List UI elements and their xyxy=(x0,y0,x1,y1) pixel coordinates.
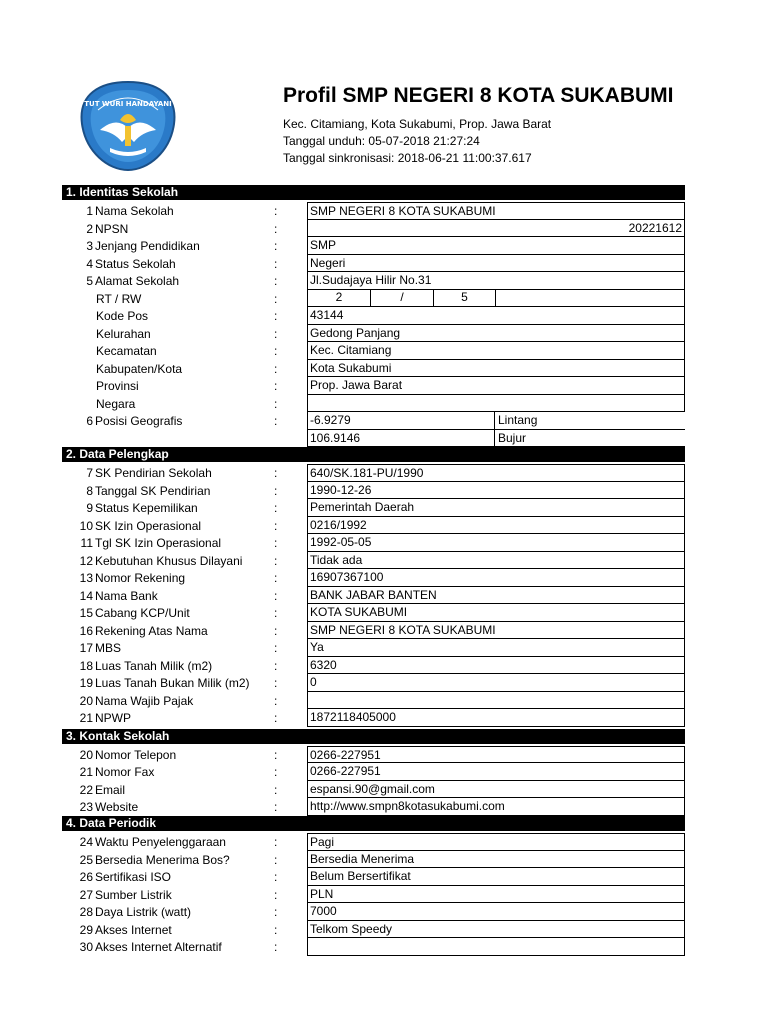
table-row xyxy=(62,903,685,921)
download-date: Tanggal unduh: 05-07-2018 21:27:24 xyxy=(283,134,480,148)
table-row xyxy=(62,587,685,605)
table-row xyxy=(62,938,685,956)
row-value: Prop. Jawa Barat xyxy=(310,378,403,392)
row-number: 17 xyxy=(79,641,93,655)
colon: : xyxy=(274,571,278,585)
row-number: 27 xyxy=(79,887,93,902)
row-number: 18 xyxy=(79,658,93,673)
row-label: Sumber Listrik xyxy=(95,887,172,902)
row-label: Nomor Telepon xyxy=(95,747,177,762)
row-value: Negeri xyxy=(310,255,346,270)
svg-text:TUT WURI HANDAYANI: TUT WURI HANDAYANI xyxy=(84,100,172,108)
tut-wuri-handayani-logo xyxy=(76,80,180,172)
value-box xyxy=(307,639,685,657)
row-number: 3 xyxy=(86,239,93,253)
row-number: 22 xyxy=(79,782,93,797)
table-row xyxy=(62,886,685,904)
row-label: RT / RW xyxy=(96,291,142,306)
colon: : xyxy=(274,239,278,253)
row-value: Telkom Speedy xyxy=(310,921,393,936)
colon: : xyxy=(274,536,278,550)
value-box xyxy=(307,220,685,238)
row-label: Kecamatan xyxy=(96,344,157,358)
value-box xyxy=(307,237,685,255)
value-box xyxy=(307,395,685,413)
colon: : xyxy=(274,782,278,797)
row-number: 4 xyxy=(86,256,93,271)
value-box xyxy=(307,255,685,273)
row-label: NPSN xyxy=(95,221,129,236)
colon: : xyxy=(274,483,278,498)
row-value: SMP xyxy=(310,238,337,252)
colon: : xyxy=(274,291,278,306)
row-kelurahan xyxy=(62,325,685,343)
colon: : xyxy=(274,606,278,620)
row-value: 1992-05-05 xyxy=(310,535,372,549)
value-box xyxy=(307,709,685,727)
row-label: Website xyxy=(95,800,139,814)
lintang-label: Lintang xyxy=(498,413,538,427)
row-label: Kabupaten/Kota xyxy=(96,361,183,376)
row-value: 6320 xyxy=(310,657,337,672)
row-nama-sekolah xyxy=(62,202,685,220)
school-address: Kec. Citamiang, Kota Sukabumi, Prop. Jawa Barat xyxy=(283,117,552,131)
row-value: Bersedia Menerima xyxy=(310,851,415,866)
section-identitas-sekolah: 1. Identitas Sekolah xyxy=(62,185,685,200)
row-number: 20 xyxy=(79,693,93,708)
table-row xyxy=(62,833,685,851)
row-value: 7000 xyxy=(310,904,337,918)
row-posisi-bujur xyxy=(62,430,685,448)
row-label: Jenjang Pendidikan xyxy=(95,239,200,253)
row-jenjang xyxy=(62,237,685,255)
row-number: 29 xyxy=(79,922,93,937)
row-value: 16907367100 xyxy=(310,570,384,584)
row-rt-rw xyxy=(62,290,685,308)
colon: : xyxy=(274,204,278,218)
row-number: 2 xyxy=(86,221,93,236)
row-label: NPWP xyxy=(95,711,131,725)
bujur-cell xyxy=(308,430,495,447)
row-value: 0 xyxy=(310,675,317,689)
table-row xyxy=(62,464,685,482)
row-number: 12 xyxy=(79,553,93,568)
value-box xyxy=(307,430,685,448)
colon: : xyxy=(274,256,278,271)
row-value: BANK JABAR BANTEN xyxy=(310,587,437,602)
value-box xyxy=(307,377,685,395)
row-label: Posisi Geografis xyxy=(95,414,183,428)
row-value: Pemerintah Daerah xyxy=(310,500,415,514)
row-number: 16 xyxy=(79,623,93,638)
bujur-label: Bujur xyxy=(498,430,527,445)
row-number: 8 xyxy=(86,483,93,498)
row-number: 7 xyxy=(86,466,93,480)
value-box xyxy=(307,868,685,886)
row-label: Luas Tanah Bukan Milik (m2) xyxy=(95,676,250,690)
value-box xyxy=(307,499,685,517)
value-box xyxy=(307,781,685,799)
row-number: 23 xyxy=(79,800,93,814)
row-label: Sertifikasi ISO xyxy=(95,870,172,884)
row-number: 1 xyxy=(86,204,93,218)
row-value: Ya xyxy=(310,640,324,654)
row-label: Kelurahan xyxy=(96,326,151,341)
row-negara xyxy=(62,395,685,413)
row-label: Status Sekolah xyxy=(95,256,176,271)
table-row xyxy=(62,798,685,816)
row-label: Daya Listrik (watt) xyxy=(95,905,192,919)
row-label: Akses Internet xyxy=(95,922,172,937)
value-box xyxy=(307,342,685,360)
colon: : xyxy=(274,274,278,288)
value-box xyxy=(307,272,685,290)
value-box xyxy=(307,622,685,640)
table-row xyxy=(62,482,685,500)
row-value: 20221612 xyxy=(628,220,682,235)
row-value: Gedong Panjang xyxy=(310,325,401,340)
colon: : xyxy=(274,344,278,358)
value-box xyxy=(307,569,685,587)
colon: : xyxy=(274,501,278,515)
row-npsn xyxy=(62,220,685,238)
row-number: 21 xyxy=(79,765,93,779)
row-number: 28 xyxy=(79,905,93,919)
row-label: Nama Bank xyxy=(95,588,158,603)
row-value: Tidak ada xyxy=(310,552,363,567)
colon: : xyxy=(274,553,278,568)
row-number: 15 xyxy=(79,606,93,620)
value-box xyxy=(307,674,685,692)
colon: : xyxy=(274,835,278,849)
value-box xyxy=(307,325,685,343)
value-box xyxy=(307,903,685,921)
colon: : xyxy=(274,309,278,323)
section-data-pelengkap: 2. Data Pelengkap xyxy=(62,447,685,462)
row-number: 20 xyxy=(79,747,93,762)
row-value: Belum Bersertifikat xyxy=(310,869,411,883)
value-box xyxy=(307,587,685,605)
row-label: Provinsi xyxy=(96,379,139,393)
value-box xyxy=(307,692,685,710)
value-box xyxy=(307,534,685,552)
table-row xyxy=(62,763,685,781)
colon: : xyxy=(274,940,278,954)
colon: : xyxy=(274,922,278,937)
value-box xyxy=(307,307,685,325)
colon: : xyxy=(274,765,278,779)
value-box xyxy=(307,851,685,869)
colon: : xyxy=(274,870,278,884)
row-value: 43144 xyxy=(310,308,344,322)
table-row xyxy=(62,622,685,640)
row-value: Kota Sukabumi xyxy=(310,360,392,375)
row-label: SK Izin Operasional xyxy=(95,518,202,533)
row-number: 21 xyxy=(79,711,93,725)
row-number: 30 xyxy=(79,940,93,954)
lintang-cell xyxy=(308,412,495,429)
row-value: 0216/1992 xyxy=(310,517,367,532)
row-value: Jl.Sudajaya Hilir No.31 xyxy=(310,273,432,287)
row-label: Nomor Fax xyxy=(95,765,155,779)
value-box xyxy=(307,833,685,851)
row-label: Cabang KCP/Unit xyxy=(95,606,190,620)
row-label: Bersedia Menerima Bos? xyxy=(95,852,230,867)
table-row xyxy=(62,534,685,552)
row-number: 13 xyxy=(79,571,93,585)
table-row xyxy=(62,781,685,799)
page-title: Profil SMP NEGERI 8 KOTA SUKABUMI xyxy=(283,84,674,107)
colon: : xyxy=(274,800,278,814)
value-box xyxy=(307,604,685,622)
table-row xyxy=(62,674,685,692)
rt-cell xyxy=(308,290,371,307)
row-label: Status Kepemilikan xyxy=(95,501,198,515)
colon: : xyxy=(274,518,278,533)
colon: : xyxy=(274,852,278,867)
value-box xyxy=(307,657,685,675)
row-label: Email xyxy=(95,782,126,797)
value-box xyxy=(307,202,685,220)
value-box xyxy=(307,746,685,764)
row-number: 26 xyxy=(79,870,93,884)
row-number: 9 xyxy=(86,501,93,515)
colon: : xyxy=(274,326,278,341)
row-label: Tanggal SK Pendirian xyxy=(95,483,211,498)
rt-rw-separator: / xyxy=(400,289,404,304)
colon: : xyxy=(274,379,278,393)
row-value: 1872118405000 xyxy=(310,710,396,724)
row-label: Alamat Sekolah xyxy=(95,274,180,288)
colon: : xyxy=(274,396,278,411)
value-box xyxy=(307,464,685,482)
colon: : xyxy=(274,466,278,480)
value-box xyxy=(307,552,685,570)
table-row xyxy=(62,868,685,886)
value-box xyxy=(307,412,685,430)
table-row xyxy=(62,746,685,764)
colon: : xyxy=(274,905,278,919)
row-kabupaten xyxy=(62,360,685,378)
value-box xyxy=(307,482,685,500)
colon: : xyxy=(274,414,278,428)
colon: : xyxy=(274,693,278,708)
row-label: Nama Wajib Pajak xyxy=(95,693,194,708)
row-label: Nomor Rekening xyxy=(95,571,186,585)
colon: : xyxy=(274,711,278,725)
table-row xyxy=(62,709,685,727)
row-number: 14 xyxy=(79,588,93,603)
row-label: Luas Tanah Milik (m2) xyxy=(95,658,213,673)
lintang-value: -6.9279 xyxy=(310,413,351,427)
row-value: PLN xyxy=(310,886,334,901)
table-row xyxy=(62,692,685,710)
row-label: SK Pendirian Sekolah xyxy=(95,466,212,480)
row-number: 24 xyxy=(79,835,93,849)
colon: : xyxy=(274,221,278,236)
table-row xyxy=(62,639,685,657)
row-label: Nama Sekolah xyxy=(95,204,174,218)
row-value: 0266-227951 xyxy=(310,747,381,762)
row-label: Akses Internet Alternatif xyxy=(95,940,222,954)
value-box xyxy=(307,763,685,781)
table-row xyxy=(62,517,685,535)
colon: : xyxy=(274,676,278,690)
row-label: MBS xyxy=(95,641,122,655)
row-value: SMP NEGERI 8 KOTA SUKABUMI xyxy=(310,622,496,637)
value-box xyxy=(307,886,685,904)
table-row xyxy=(62,851,685,869)
colon: : xyxy=(274,747,278,762)
row-label: Kode Pos xyxy=(96,309,149,323)
colon: : xyxy=(274,361,278,376)
row-provinsi xyxy=(62,377,685,395)
row-label: Negara xyxy=(96,396,136,411)
row-number: 10 xyxy=(79,518,93,533)
value-box xyxy=(307,921,685,939)
section-data-periodik: 4. Data Periodik xyxy=(62,816,685,831)
row-posisi-lintang xyxy=(62,412,685,430)
row-value: 0266-227951 xyxy=(310,764,381,778)
table-row xyxy=(62,569,685,587)
row-number: 6 xyxy=(86,414,93,428)
row-alamat xyxy=(62,272,685,290)
rw-value: 5 xyxy=(461,289,468,304)
row-label: Rekening Atas Nama xyxy=(95,623,208,638)
row-status xyxy=(62,255,685,273)
row-value: KOTA SUKABUMI xyxy=(310,605,408,619)
rt-rw-separator-cell xyxy=(371,290,434,307)
row-kecamatan xyxy=(62,342,685,360)
row-value: 640/SK.181-PU/1990 xyxy=(310,466,424,480)
row-value: SMP NEGERI 8 KOTA SUKABUMI xyxy=(310,204,496,218)
table-row xyxy=(62,552,685,570)
table-row xyxy=(62,499,685,517)
row-number: 11 xyxy=(80,536,93,550)
row-number: 5 xyxy=(86,274,93,288)
row-kode-pos xyxy=(62,307,685,325)
rt-value: 2 xyxy=(335,289,343,304)
table-row xyxy=(62,604,685,622)
colon: : xyxy=(274,641,278,655)
colon: : xyxy=(274,887,278,902)
value-box xyxy=(307,290,685,308)
row-label: Tgl SK Izin Operasional xyxy=(95,536,222,550)
row-value: Pagi xyxy=(310,835,335,849)
section-kontak-sekolah: 3. Kontak Sekolah xyxy=(62,729,685,744)
rw-cell xyxy=(434,290,496,307)
row-value: Kec. Citamiang xyxy=(310,343,392,357)
value-box xyxy=(307,517,685,535)
colon: : xyxy=(274,588,278,603)
row-value: 1990-12-26 xyxy=(310,482,372,497)
row-value: http://www.smpn8kotasukabumi.com xyxy=(310,799,505,813)
value-box xyxy=(307,798,685,816)
colon: : xyxy=(274,658,278,673)
colon: : xyxy=(274,623,278,638)
row-number: 25 xyxy=(79,852,93,867)
row-value: espansi.90@gmail.com xyxy=(310,781,435,796)
row-number: 19 xyxy=(79,676,93,690)
table-row xyxy=(62,657,685,675)
value-box xyxy=(307,938,685,956)
table-row xyxy=(62,921,685,939)
bujur-value: 106.9146 xyxy=(310,430,361,445)
row-label: Kebutuhan Khusus Dilayani xyxy=(95,553,243,568)
sync-date: Tanggal sinkronisasi: 2018-06-21 11:00:37.617 xyxy=(283,151,532,165)
value-box xyxy=(307,360,685,378)
row-label: Waktu Penyelenggaraan xyxy=(95,835,226,849)
